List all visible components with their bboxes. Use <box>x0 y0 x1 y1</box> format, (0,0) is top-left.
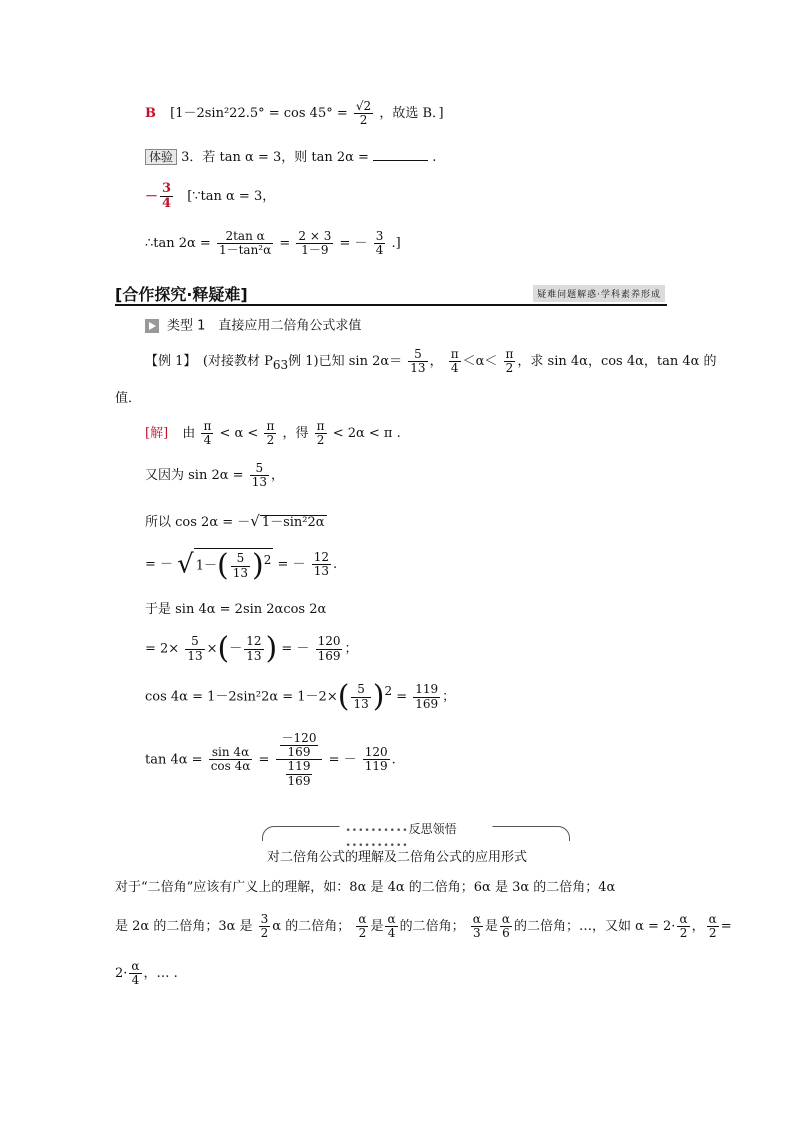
sqrt-icon: √ <box>250 512 260 530</box>
sqrt-icon: √ <box>177 549 194 580</box>
fraction: $\frac{119}{169}$ <box>415 682 439 711</box>
fraction: $\frac{12}{13}$ <box>246 634 262 663</box>
fraction: $\frac{\alpha}{4}$ <box>131 959 140 988</box>
section-title: [合作探究·释疑难] <box>115 285 248 304</box>
sqrt-body: 1－( $\frac{5}{13}$ )$^2$ <box>195 548 272 583</box>
solution-line-4: = － √ 1－( $\frac{5}{13}$ )$^2$ = － $\frac{12}{13}$ . <box>145 548 338 583</box>
experience-badge: 体验 <box>145 149 177 165</box>
reflection-para-line-1: 对于“二倍角”应该有广义上的理解，如：8α 是 4α 的二倍角；6α 是 3α 的二倍角；4α <box>115 880 616 895</box>
example-1-line2: 值． <box>115 391 142 406</box>
reflection-header <box>262 822 570 851</box>
solution-line-1: [解] 由 $\frac{\pi}{4}$ < α < $\frac{\pi}{2}$ ，得 $\frac{\pi}{2}$ < 2α < π . <box>145 419 401 448</box>
answer-blank <box>373 150 428 161</box>
answer-fraction: $\frac{3}{4}$ <box>162 181 172 212</box>
fraction: $\frac{\pi}{2}$ <box>316 419 325 448</box>
fraction: $\frac{120}{169}$ <box>317 634 341 663</box>
fraction: $\frac{5}{13}$ <box>353 682 369 711</box>
fraction: $\frac{\pi}{4}$ <box>450 347 459 376</box>
answer-b-line <box>145 100 444 127</box>
fraction: $\frac{3}{2}$ <box>260 912 269 941</box>
fraction: $\frac{\alpha}{6}$ <box>501 912 510 941</box>
fraction: $\frac{\pi}{2}$ <box>266 419 275 448</box>
fraction: $\frac{5}{13}$ <box>410 347 426 376</box>
answer-letter: B <box>145 106 156 122</box>
fraction: $\frac{\alpha}{4}$ <box>387 912 396 941</box>
fraction: $\frac{\alpha}{2}$ <box>358 912 367 941</box>
answer-b-text: [1－2sin²22.5° = cos 45° = <box>170 106 348 122</box>
type-heading: 类型 1 直接应用二倍角公式求值 <box>145 319 361 333</box>
exercise-3: 体验 3．若 tan α = 3，则 tan 2α = . <box>145 149 436 165</box>
reflection-para-line-2: 是 2α 的二倍角；3α 是 $\frac{3}{2}$ α 的二倍角； $\frac{\alpha}{2}$ 是 $\frac{\alpha}{4}$ 的二倍角； $\frac{\alpha}{3}$ 是 $\frac{\alpha}{6}$ 的二倍角；…，又如 α = 2· $\frac{\alpha}{2}$ ， $\frac{\alpha}{2}$ = <box>115 912 732 941</box>
fraction: $\frac{5}{13}$ <box>232 551 249 580</box>
exercise-3-text: 3．若 tan α = 3，则 tan 2α = <box>181 150 369 165</box>
fraction: $\frac{5}{13}$ <box>251 461 267 490</box>
solution-tag: [解] <box>145 426 169 442</box>
play-triangle-icon <box>145 319 159 333</box>
fraction: $\frac{\pi}{4}$ <box>203 419 212 448</box>
solution-line-5: 于是 sin 4α = 2sin 2αcos 2α <box>145 602 327 617</box>
fraction: $\frac{\alpha}{2}$ <box>708 912 717 941</box>
fraction: $\frac{120}{119}$ <box>364 745 388 774</box>
reflection-title: 对二倍角公式的理解及二倍角公式的应用形式 <box>266 850 527 865</box>
solution-line-7: cos 4α = 1－2sin²2α = 1－2×( $\frac{5}{13}$ )$^2$ = $\frac{119}{169}$ ； <box>145 679 456 714</box>
answer-3-derivation: ∴tan 2α = $\frac{\text{2tan α}}{\text{1－tan²α}}$ = $\frac{2 \times 3}{1-9}$ = － $\frac{3}{4}$ .] <box>145 229 401 258</box>
solution-line-6: = 2× $\frac{5}{13}$ ×(－ $\frac{12}{13}$ ) = － $\frac{120}{169}$ ； <box>145 631 358 666</box>
fraction: $\frac{\sin 4\alpha}{\cos 4\alpha}$ <box>210 745 251 774</box>
fraction: $\frac{√2}{2}$ <box>355 99 372 128</box>
answer-3: － $\frac{3}{4}$ [∵tan α = 3， <box>145 181 276 212</box>
fraction: $\frac{\alpha}{3}$ <box>472 912 481 941</box>
section-header <box>115 282 667 306</box>
solution-line-3: 所以 cos 2α = －√ 1－sin²2α <box>145 512 325 530</box>
example-1: 【例 1】 (对接教材 $P_{63}$例 1)已知 sin 2α＝ $\frac{5}{13}$ ， $\frac{\pi}{4}$ ＜α＜ $\frac{\pi}{2}$ ，求 sin 4α，cos 4α，tan 4α 的 <box>145 347 717 376</box>
fraction: $\frac{12}{13}$ <box>313 549 329 578</box>
fraction: $\frac{5}{13}$ <box>187 634 203 663</box>
answer-b-tail: ，故选 B．] <box>379 106 444 122</box>
fraction: $\frac{\pi}{2}$ <box>505 347 514 376</box>
fraction: $\frac{2 \times 3}{1-9}$ <box>298 229 332 258</box>
reflection-para-line-3: 2· $\frac{\alpha}{4}$ ，… . <box>115 959 178 988</box>
fraction: $\frac{\text{2tan α}}{\text{1－tan²α}}$ <box>218 229 272 258</box>
solution-line-8: tan 4α = $\frac{\sin 4\alpha}{\cos 4\alpha}$ = $\frac{\frac{-120}{169}}{\frac{119}{169}}$ = － $\frac{120}{119}$ . <box>145 731 396 788</box>
fraction: $\frac{\alpha}{2}$ <box>679 912 688 941</box>
fraction: $\frac{3}{4}$ <box>375 229 384 258</box>
compound-fraction: $\frac{\frac{-120}{169}}{\frac{119}{169}}$ <box>276 732 323 788</box>
solution-line-2: 又因为 sin 2α = $\frac{5}{13}$ ， <box>145 461 284 490</box>
reflection-label: ••••••••••反思领悟•••••••••• <box>340 820 493 851</box>
section-tag: 疑难问题解惑·学科素养形成 <box>533 285 665 302</box>
